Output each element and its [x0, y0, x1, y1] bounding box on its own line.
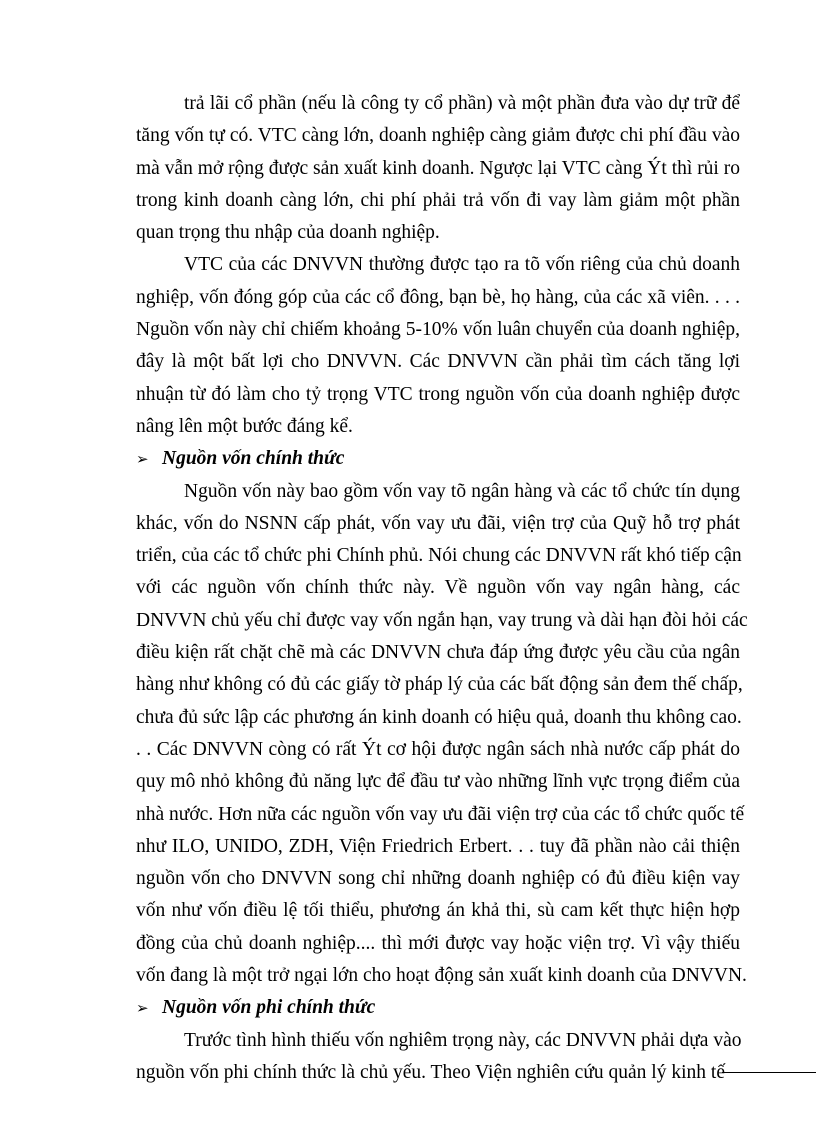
section-formal-capital [136, 443, 748, 992]
paragraph-1 [136, 88, 740, 249]
text-line: DNVVN chủ yếu chỉ được vay vốn ngắn hạn, vay trung và dài hạn đòi hỏi các [136, 609, 748, 631]
text-line: trong kinh doanh càng lớn, chi phí phải trả vốn đi vay làm giảm một phần [136, 189, 740, 211]
arrow-bullet-icon: ➢ [136, 450, 149, 469]
text-line: đây là một bất lợi cho DNVVN. Các DNVVN cần phải tìm cách tăng lợi [136, 351, 740, 373]
text-line: đồng của chủ doanh nghiệp.... thì mới được vay hoặc viện trợ. Vì vậy thiếu [136, 932, 740, 954]
text-line: vốn đang là một trở ngại lớn cho hoạt động sản xuất kinh doanh của DNVVN. [136, 965, 747, 987]
text-line: như ILO, UNIDO, ZDH, Viện Friedrich Erbert. . . tuy đã phần nào cải thiện [136, 835, 740, 857]
footnote-separator [722, 1072, 816, 1073]
text-line: hàng như không có đủ các giấy tờ pháp lý của các bất động sản đem thế chấp, [136, 674, 743, 696]
text-line: trả lãi cổ phần (nếu là công ty cổ phần) và một phần đưa vào dự trữ để [184, 93, 740, 114]
text-line: nguồn vốn phi chính thức là chủ yếu. Theo Viện nghiên cứu quản lý kinh tế [136, 1061, 725, 1083]
text-line: triển, của các tổ chức phi Chính phủ. Nói chung các DNVVN rất khó tiếp cận [136, 545, 742, 567]
text-line: Nguồn vốn này bao gồm vốn vay tõ ngân hàng và các tổ chức tín dụng [184, 480, 740, 502]
text-line: VTC của các DNVVN thường được tạo ra tõ vốn riêng của chủ doanh [184, 254, 740, 276]
text-line: nhuận từ đó làm cho tỷ trọng VTC trong nguồn vốn của doanh nghiệp được [136, 383, 740, 405]
text-line: nguồn vốn cho DNVVN song chỉ những doanh nghiệp có đủ điều kiện vay [136, 868, 740, 890]
text-line: Nguồn vốn này chỉ chiếm khoảng 5-10% vốn luân chuyển của doanh nghiệp, [136, 319, 740, 341]
text-line: nhà nước. Hơn nữa các nguồn vốn vay ưu đãi viện trợ của các tổ chức quốc tế [136, 803, 745, 825]
section-heading [136, 992, 740, 1024]
text-line: quy mô nhỏ không đủ năng lực để đầu tư vào những lĩnh vực trọng điểm của [136, 771, 740, 793]
text-line: mà vẫn mở rộng được sản xuất kinh doanh. Ngược lại VTC càng Ýt thì rủi ro [136, 157, 740, 179]
section-heading [136, 443, 740, 475]
text-line: quan trọng thu nhập của doanh nghiệp. [136, 222, 440, 244]
text-line: vốn như vốn điều lệ tối thiểu, phương án khả thi, sù cam kết thực hiện hợp [136, 900, 740, 922]
text-line: tăng vốn tự có. VTC càng lớn, doanh nghiệp càng giảm được chi phí đầu vào [136, 125, 740, 147]
paragraph-2 [136, 249, 740, 443]
section-heading-text: Nguồn vốn chính thức [162, 448, 345, 470]
document-page [136, 88, 748, 1089]
text-line: khác, vốn do NSNN cấp phát, vốn vay ưu đãi, viện trợ của Quỹ hỗ trợ phát [136, 512, 740, 534]
text-line: . . Các DNVVN còng có rất Ýt cơ hội được ngân sách nhà nước cấp phát do [136, 738, 740, 760]
text-line: Trước tình hình thiếu vốn nghiêm trọng này, các DNVVN phải dựa vào [184, 1029, 742, 1051]
text-line: nâng lên một bước đáng kể. [136, 415, 353, 437]
text-line: chưa đủ sức lập các phương án kinh doanh có hiệu quả, doanh thu không cao. [136, 706, 742, 728]
text-line: với các nguồn vốn chính thức này. Về nguồn vốn vay ngân hàng, các [136, 577, 740, 599]
text-line: nghiệp, vốn đóng góp của các cổ đông, bạn bè, họ hàng, của các xã viên. . . . [136, 286, 740, 308]
text-line: điều kiện rất chặt chẽ mà các DNVVN chưa đáp ứng được yêu cầu của ngân [136, 642, 740, 664]
section-heading-text: Nguồn vốn phi chính thức [162, 997, 376, 1019]
arrow-bullet-icon: ➢ [136, 999, 149, 1018]
section-informal-capital [136, 992, 740, 1089]
